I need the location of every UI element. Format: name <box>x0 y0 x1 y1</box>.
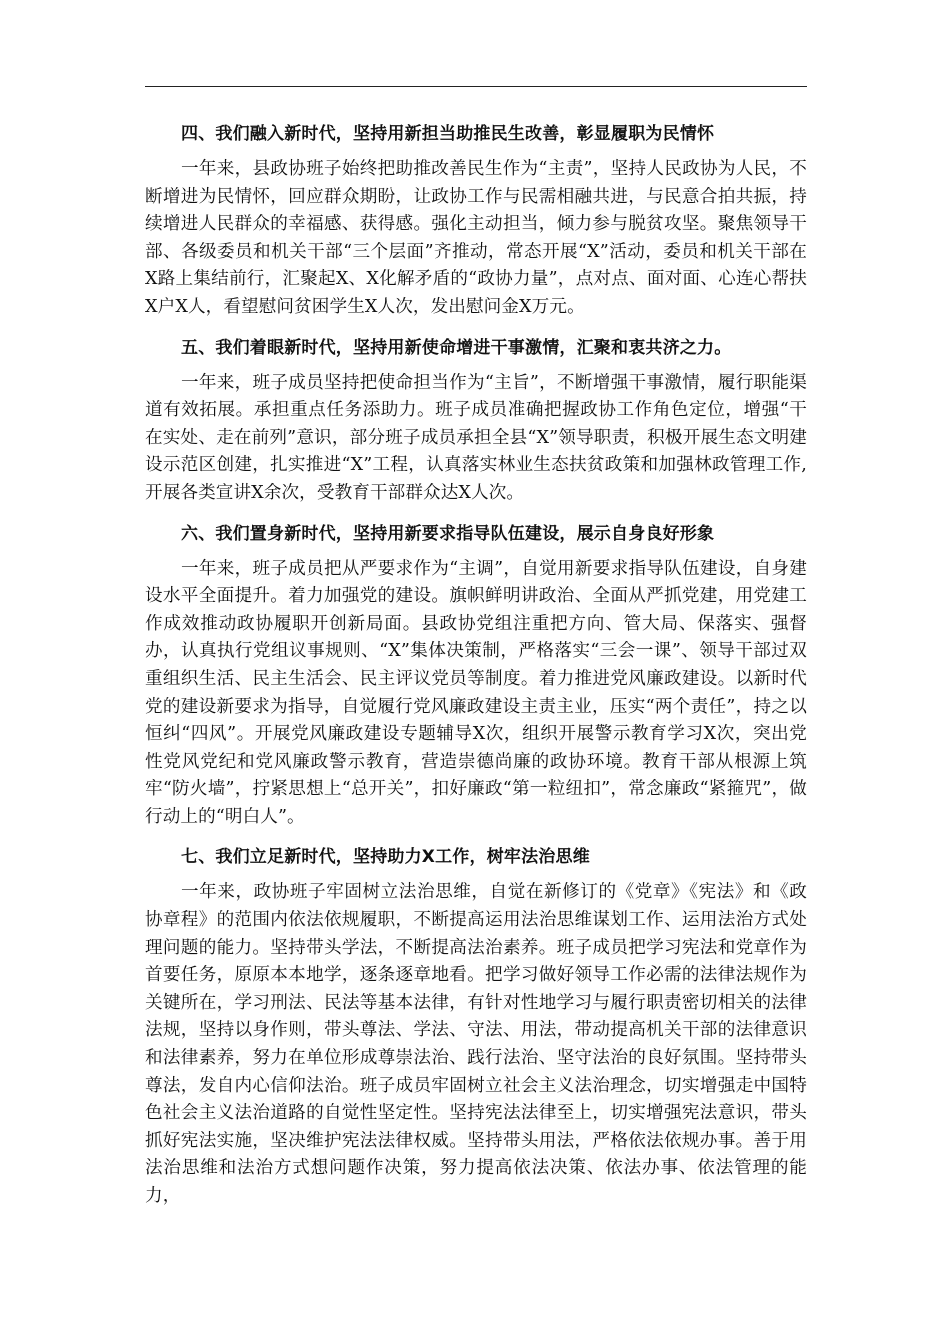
section-heading: 四、我们融入新时代，坚持用新担当助推民生改善，彰显履职为民情怀 <box>181 124 715 144</box>
section-paragraph: 一年来，政协班子牢固树立法治思维，自觉在新修订的《党章》《宪法》和《政协章程》的范围内依法依规履职，不断提高运用法治思维谋划工作、运用法治方式处理问题的能力。坚持带头学法，不断提高法治素养。班子成员把学习宪法和党章作为首要任务，原原本本地学，逐条逐章地看。把学习做好领导工作必需的法律法规作为关键所在，学习刑法、民法等基本法律，有针对性地学习与履行职责密切相关的法律法规，坚持以身作则，带头尊法、学法、守法、用法，带动提高机关干部的法律意识和法律素养，努力在单位形成尊崇法治、践行法治、坚守法治的良好氛围。坚持带头尊法，发自内心信仰法治。班子成员牢固树立社会主义法治理念，切实增强走中国特色社会主义法治道路的自觉性坚定性。坚持宪法法律至上，切实增强宪法意识，带头抓好宪法实施，坚决维护宪法法律权威。坚持带头用法，严格依法依规办事。善于用法治思维和法治方式想问题作决策，努力提高依法决策、依法办事、依法管理的能力， <box>145 882 807 1206</box>
section-paragraph: 一年来，班子成员把从严要求作为“主调”，自觉用新要求指导队伍建设，自身建设水平全面提升。着力加强党的建设。旗帜鲜明讲政治、全面从严抓党建，用党建工作成效推动政协履职开创新局面。县政协党组注重把方向、管大局、保落实、强督办，认真执行党组议事规则、“X”集体决策制，严格落实“三会一课”、领导干部过双重组织生活、民主生活会、民主评议党员等制度。着力推进党风廉政建设。以新时代党的建设新要求为指导，自觉履行党风廉政建设主责主业，压实“两个责任”，持之以恒纠“四风”。开展党风廉政建设专题辅导X次，组织开展警示教育学习X次，突出党性党风党纪和党风廉政警示教育，营造崇德尚廉的政协环境。教育干部从根源上筑牢“防火墙”，拧紧思想上“总开关”，扣好廉政“第一粒纽扣”，常念廉政“紧箍咒”，做行动上的“明白人”。 <box>145 558 807 827</box>
document-body <box>145 120 807 1223</box>
section-6 <box>145 520 807 832</box>
section-heading: 五、我们着眼新时代，坚持用新使命增进干事激情，汇聚和衷共济之力。 <box>181 337 732 358</box>
section-heading: 六、我们置身新时代，坚持用新要求指导队伍建设，展示自身良好形象 <box>181 523 715 544</box>
header-rule <box>145 86 807 87</box>
section-paragraph: 一年来，县政协班子始终把助推改善民生作为“主责”，坚持人民政协为人民，不断增进为民情怀，回应群众期盼，让政协工作与民需相融共进，与民意合拍共振，持续增进人民群众的幸福感、获得感。强化主动担当，倾力参与脱贫攻坚。聚焦领导干部、各级委员和机关干部“三个层面”齐推动，常态开展“X”活动，委员和机关干部在X路上集结前行，汇聚起X、X化解矛盾的“政协力量”，点对点、面对面、心连心帮扶X户X人，看望慰问贫困学生X人次，发出慰问金X万元。 <box>145 159 807 317</box>
section-5 <box>145 334 807 508</box>
section-paragraph: 一年来，班子成员坚持把使命担当作为“主旨”，不断增强干事激情，履行职能渠道有效拓展。承担重点任务添助力。班子成员准确把握政协工作角色定位，增强“干在实处、走在前列”意识，部分班子成员承担全县“X”领导职责，积极开展生态文明建设示范区创建，扎实推进“X”工程，认真落实林业生态扶贫政策和加强林政管理工作,开展各类宣讲X余次，受教育干部群众达X人次。 <box>145 372 807 503</box>
section-heading: 七、我们立足新时代，坚持助力X工作，树牢法治思维 <box>181 847 590 868</box>
section-7 <box>145 843 807 1210</box>
section-4 <box>145 120 807 322</box>
